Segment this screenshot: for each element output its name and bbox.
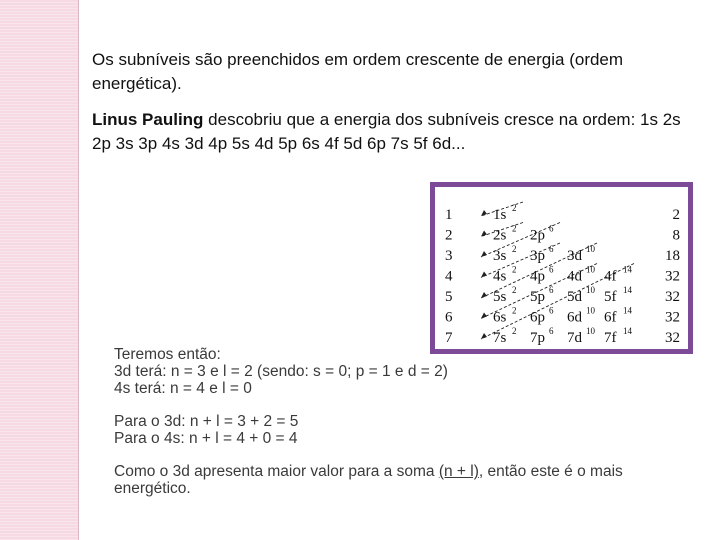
sublevel-electrons: 10: [586, 244, 595, 254]
sublevel-label: 1s: [493, 207, 507, 223]
sublevel-electrons: 2: [512, 203, 517, 213]
sublevel-label: 3s: [493, 248, 507, 264]
level-capacity: 32: [665, 289, 680, 305]
line-3d-values: n = 3 e l = 2: [170, 363, 253, 380]
conclusion-prefix: Como o 3d apresenta maior valor para a soma: [114, 463, 439, 480]
pauling-diagram-svg: [435, 187, 688, 349]
sublevel-label: 6s: [493, 309, 507, 326]
slide-body: [92, 48, 702, 168]
sublevel-label: 7d: [567, 330, 582, 346]
level-number: 2: [445, 227, 453, 244]
sublevel-label: 5p: [530, 289, 545, 305]
sublevel-electrons: 2: [512, 305, 517, 316]
conclusion-suffix: , então este é o mais: [478, 463, 623, 480]
sublevel-electrons: 14: [623, 285, 632, 295]
conclusion-line-2: energético.: [114, 480, 191, 497]
sublevel-label: 4d: [567, 268, 582, 285]
diagonal-arrow-head: [481, 272, 487, 278]
level-capacity: 2: [672, 207, 680, 223]
level-number: 5: [445, 289, 453, 305]
sublevel-label: 5f: [604, 289, 617, 305]
line-3d: [114, 363, 704, 380]
sublevel-label: 3p: [530, 248, 545, 264]
sublevel-label: 5s: [493, 289, 507, 305]
sublevel-electrons: 6: [549, 244, 554, 254]
sublevel-electrons: 2: [512, 244, 517, 254]
line-3d-prefix: 3d terá:: [114, 363, 171, 380]
sublevel-label: 4f: [604, 268, 617, 285]
sublevel-electrons: 6: [549, 326, 554, 336]
sublevel-electrons: 14: [623, 326, 632, 336]
pauling-name: Linus Pauling: [92, 110, 204, 129]
sublevel-label: 5d: [567, 289, 582, 305]
sublevel-electrons: 2: [512, 223, 517, 234]
paragraph-order-intro: Os subníveis são preenchidos em ordem crescente de energia (ordem energética).: [92, 50, 624, 93]
diagonal-arrow-head: [481, 292, 487, 298]
level-number: 1: [445, 207, 453, 223]
sublevel-label: 7s: [493, 330, 507, 346]
level-capacity: 8: [672, 227, 680, 244]
explanation-block: [114, 346, 704, 497]
diagonal-arrow-head: [481, 333, 487, 339]
sublevel-label: 2s: [493, 227, 507, 244]
sublevel-electrons: 10: [586, 285, 595, 295]
level-capacity: 32: [665, 330, 680, 346]
sublevel-electrons: 14: [623, 305, 632, 316]
sublevel-electrons: 14: [623, 264, 632, 275]
sublevel-electrons: 2: [512, 264, 517, 275]
sublevel-label: 4s: [493, 268, 507, 285]
pauling-diagram: [430, 182, 693, 354]
sublevel-electrons: 6: [549, 305, 554, 316]
sublevel-label: 7f: [604, 330, 617, 346]
level-capacity: 18: [665, 248, 680, 264]
level-number: 4: [445, 268, 453, 285]
sublevel-label: 6d: [567, 309, 582, 326]
sublevel-electrons: 10: [586, 264, 595, 275]
pauling-order-text: descobriu que a energia dos subníveis cresce na ordem: 1s 2s 2p 3s 3p 4s 3d 4p 5s 4d 5p 6s 4f 5d 6p 7s 5f 6d...: [92, 110, 681, 153]
decorative-side-stripe: [0, 0, 79, 540]
sublevel-electrons: 6: [549, 223, 554, 234]
level-number: 7: [445, 330, 453, 346]
sublevel-electrons: 10: [586, 305, 595, 316]
sublevel-electrons: 6: [549, 264, 554, 275]
sublevel-label: 4p: [530, 268, 545, 285]
sublevel-label: 6p: [530, 309, 545, 326]
sublevel-label: 7p: [530, 330, 545, 346]
level-capacity: 32: [665, 268, 680, 285]
sublevel-electrons: 6: [549, 285, 554, 295]
sublevel-electrons: 2: [512, 285, 517, 295]
sublevel-electrons: 2: [512, 326, 517, 336]
conclusion-underlined: (n + l): [438, 463, 479, 480]
diagonal-arrow-head: [481, 313, 487, 319]
level-number: 3: [445, 248, 453, 264]
sublevel-label: 6f: [604, 309, 617, 326]
line-4s: 4s terá: n = 4 e l = 0: [114, 380, 252, 397]
sublevel-label: 3d: [567, 248, 582, 264]
sublevel-label: 2p: [530, 227, 545, 244]
sublevel-electrons: 10: [586, 326, 595, 336]
line-3d-suffix: (sendo: s = 0; p = 1 e d = 2): [252, 363, 448, 380]
conclusion-line-1: [114, 463, 704, 480]
sum-3d: Para o 3d: n + l = 3 + 2 = 5: [114, 413, 299, 430]
level-capacity: 32: [665, 309, 680, 326]
explanation-heading: Teremos então:: [114, 346, 221, 363]
level-number: 6: [445, 309, 453, 326]
diagonal-arrow-head: [481, 251, 487, 257]
sum-4s: Para o 4s: n + l = 4 + 0 = 4: [114, 430, 298, 447]
paragraph-pauling: [92, 108, 702, 156]
